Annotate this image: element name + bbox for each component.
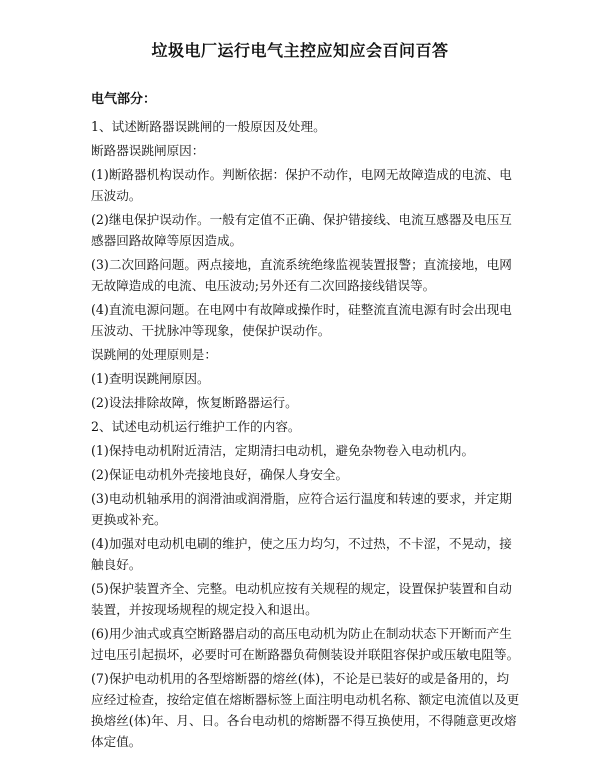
paragraph: (2)保证电动机外壳接地良好，确保人身安全。: [91, 467, 349, 482]
paragraph: (1)保持电动机附近清洁，定期清扫电动机，避免杂物卷入电动机内。: [91, 443, 475, 458]
document-body: [91, 90, 521, 755]
paragraph: 2、试述电动机运行维护工作的内容。: [91, 419, 301, 434]
paragraph: (3)电动机轴承用的润滑油或润滑脂，应符合运行温度和转速的要求，并定期更换或补充。: [91, 491, 512, 527]
paragraph: (4)加强对电动机电刷的维护，使之压力均匀，不过热，不卡涩，不晃动，接触良好。: [91, 536, 512, 572]
paragraph: (2)设法排除故障，恢复断路器运行。: [91, 395, 298, 410]
paragraph-list: [91, 116, 521, 752]
paragraph: (1)查明误跳闸原因。: [91, 371, 210, 386]
paragraph: (2)继电保护误动作。一般有定值不正确、保护错接线、电流互感器及电压互感器回路故障等原因造成。: [91, 212, 512, 248]
paragraph: 1、试述断路器误跳闸的一般原因及处理。: [91, 119, 326, 134]
paragraph: (5)保护装置齐全、完整。电动机应按有关规程的规定，设置保护装置和自动装置，并按现场规程的规定投入和退出。: [91, 581, 512, 617]
paragraph: 误跳闸的处理原则是：: [91, 347, 217, 362]
paragraph: (6)用少油式或真空断路器启动的高压电动机为防止在制动状态下开断而产生过电压引起损坏，必要时可在断路器负荷侧装设并联阻容保护或压敏电阻等。: [91, 626, 520, 662]
paragraph: 断路器误跳闸原因：: [91, 143, 205, 158]
section-title: 电气部分：: [91, 92, 157, 107]
paragraph: (1)断路器机构误动作。判断依据：保护不动作，电网无故障造成的电流、电压波动。: [91, 167, 512, 203]
paragraph: (4)直流电源问题。在电网中有故障或操作时，硅整流直流电源有时会出现电压波动、干扰脉冲等现象，使保护误动作。: [91, 302, 512, 338]
paragraph: (3)二次回路问题。两点接地，直流系统绝缘监视装置报警；直流接地，电网无故障造成的电流、电压波动;另外还有二次回路接线错误等。: [91, 257, 512, 293]
paragraph: (7)保护电动机用的各型熔断器的熔丝(体)，不论是已装好的或是备用的，均应经过检查，按给定值在熔断器标签上面注明电动机名称、额定电流值以及更换熔丝(体)年、月、日。各台电动机的熔断器不得互换使用，不得随意更改熔体定值。: [91, 671, 520, 749]
document-title: 垃圾电厂运行电气主控应知应会百问百答: [151, 41, 449, 60]
